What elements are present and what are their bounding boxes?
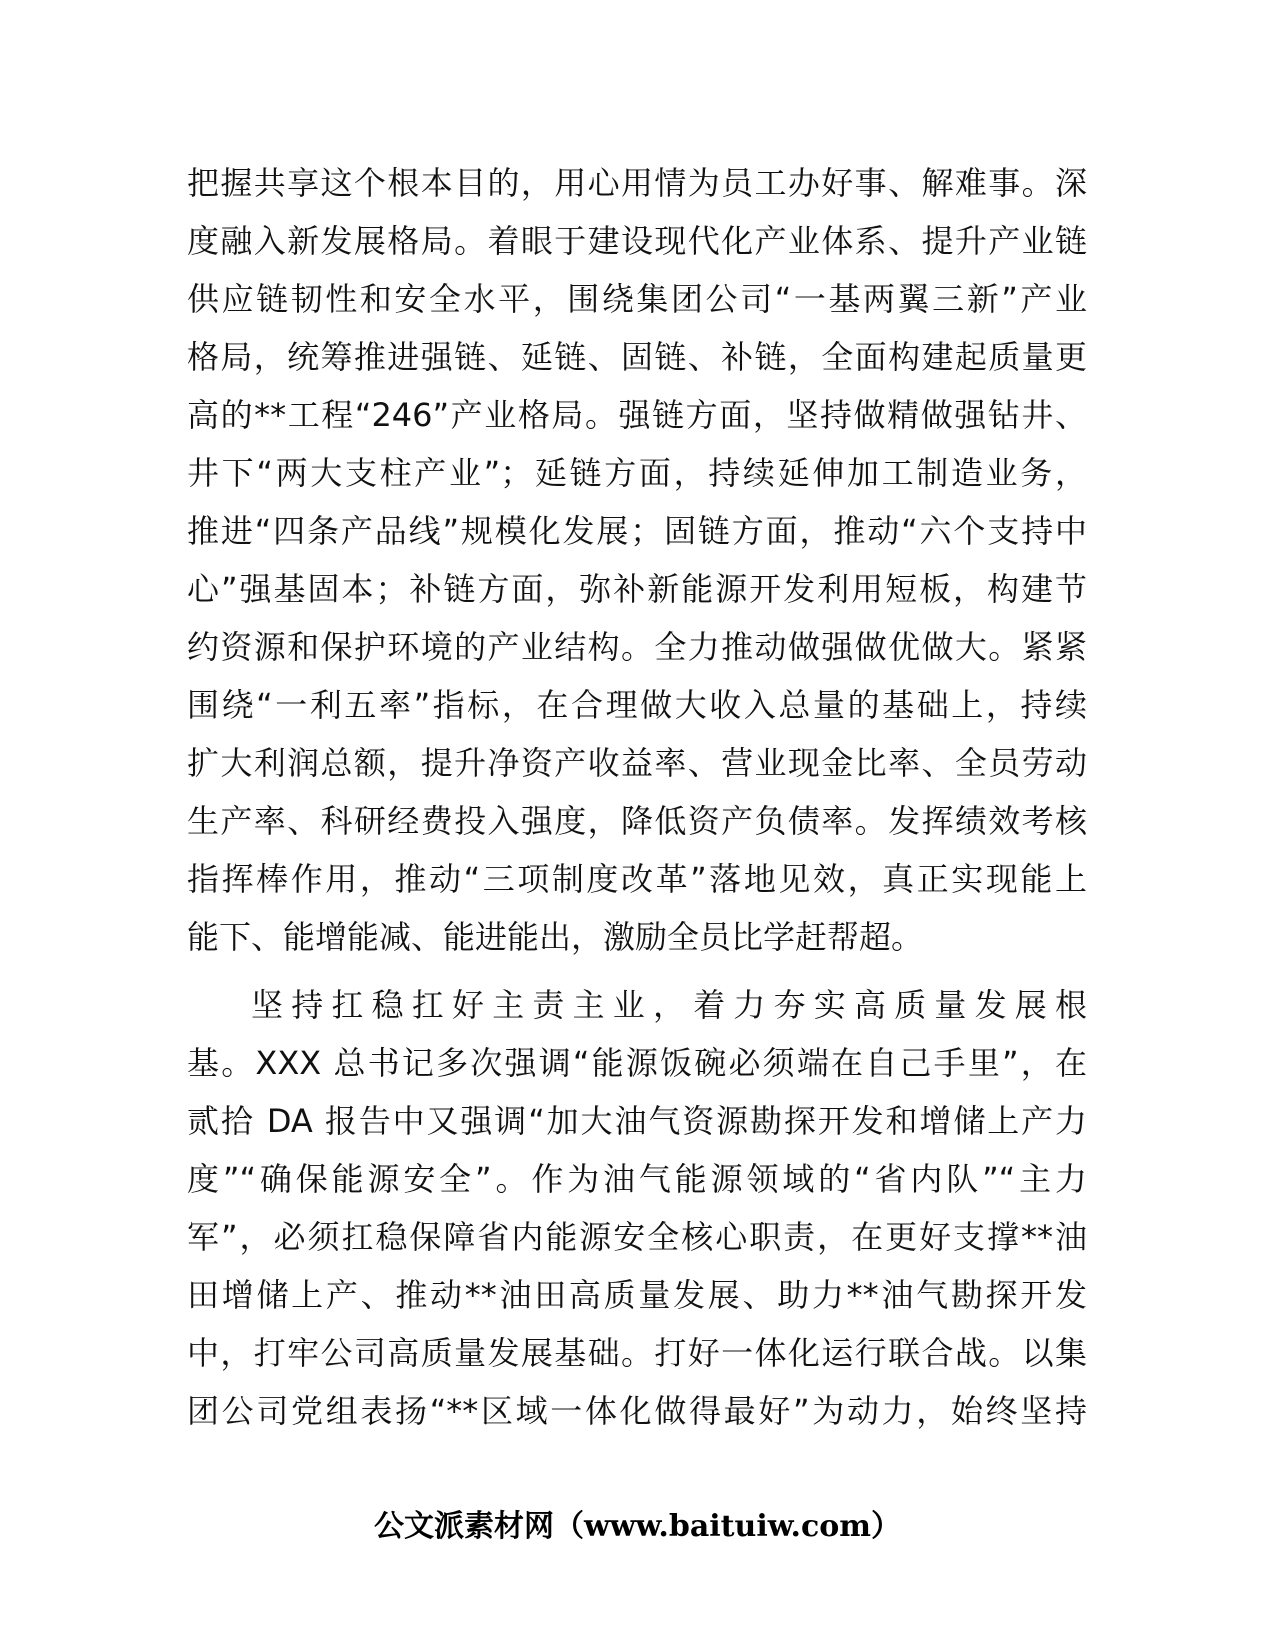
text-line: 度融入新发展格局。着眼于建设现代化产业体系、提升产业链 — [187, 222, 1087, 260]
text-line: 能下、能增能减、能进能出，激励全员比学赶帮超。 — [187, 918, 924, 956]
text-line: 田增储上产、推动**油田高质量发展、助力**油气勘探开发 — [187, 1276, 1087, 1314]
text-line: 心”强基固本；补链方面，弥补新能源开发利用短板，构建节 — [187, 570, 1087, 608]
text-line: 坚持扛稳扛好主责主业，着力夯实高质量发展根 — [251, 986, 1087, 1024]
text-line: 度”“确保能源安全”。作为油气能源领域的“省内队”“主力 — [187, 1160, 1087, 1198]
paragraph-gap — [187, 966, 1087, 976]
text-line: 中，打牢公司高质量发展基础。打好一体化运行联合战。以集 — [187, 1334, 1087, 1372]
text-line: 把握共享这个根本目的，用心用情为员工办好事、解难事。深 — [187, 164, 1087, 202]
document-body — [187, 154, 1087, 1440]
text-line: 供应链韧性和安全水平，围绕集团公司“一基两翼三新”产业 — [187, 280, 1087, 318]
text-line: 基。XXX 总书记多次强调“能源饭碗必须端在自己手里”，在 — [187, 1044, 1087, 1082]
text-line: 贰拾 DA 报告中又强调“加大油气资源勘探开发和增储上产力 — [187, 1102, 1087, 1140]
text-line: 推进“四条产品线”规模化发展；固链方面，推动“六个支持中 — [187, 512, 1087, 550]
text-line: 扩大利润总额，提升净资产收益率、营业现金比率、全员劳动 — [187, 744, 1087, 782]
text-line: 生产率、科研经费投入强度，降低资产负债率。发挥绩效考核 — [187, 802, 1087, 840]
text-line: 指挥棒作用，推动“三项制度改革”落地见效，真正实现能上 — [187, 860, 1087, 898]
text-line: 约资源和保护环境的产业结构。全力推动做强做优做大。紧紧 — [187, 628, 1087, 666]
text-line: 高的**工程“246”产业格局。强链方面，坚持做精做强钻井、 — [187, 396, 1087, 434]
text-line: 井下“两大支柱产业”；延链方面，持续延伸加工制造业务， — [187, 454, 1087, 492]
footer-watermark: 公文派素材网（www.baituiw.com） — [373, 1509, 902, 1544]
paragraph-1 — [187, 154, 1087, 966]
text-line: 格局，统筹推进强链、延链、固链、补链，全面构建起质量更 — [187, 338, 1087, 376]
text-line: 围绕“一利五率”指标，在合理做大收入总量的基础上，持续 — [187, 686, 1087, 724]
text-line: 团公司党组表扬“**区域一体化做得最好”为动力，始终坚持 — [187, 1392, 1087, 1430]
paragraph-2 — [187, 976, 1087, 1440]
text-line: 军”，必须扛稳保障省内能源安全核心职责，在更好支撑**油 — [187, 1218, 1087, 1256]
